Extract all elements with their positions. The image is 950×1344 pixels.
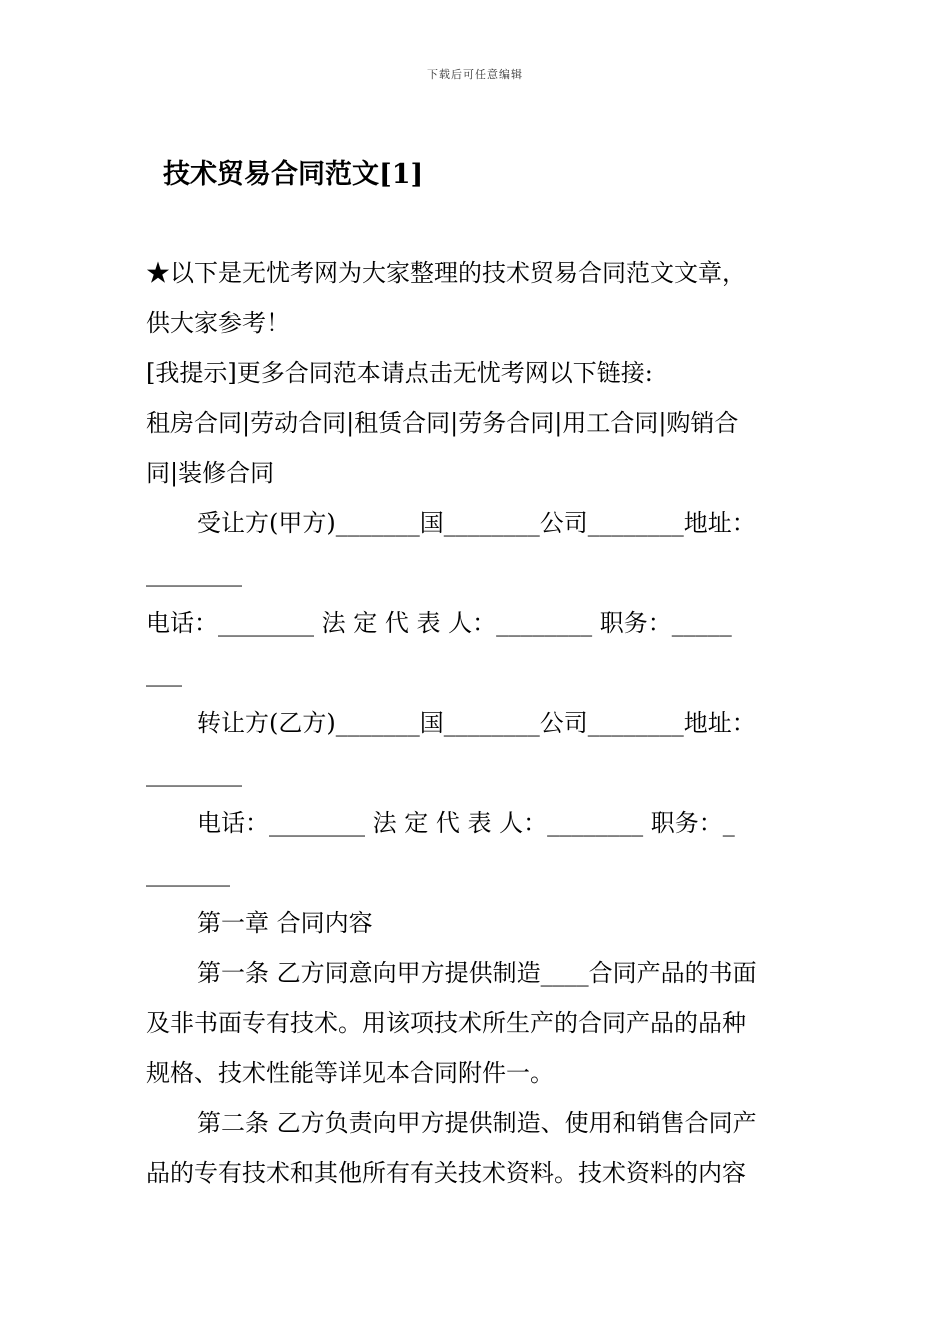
- party-a-contact-cont: ___: [146, 659, 182, 687]
- party-a-address-blank: ________: [146, 559, 242, 587]
- tip-line: [我提示]更多合同范本请点击无忧考网以下链接:: [146, 359, 653, 387]
- article-two-line-1: 第二条 乙方负责向甲方提供制造、使用和销售合同产: [197, 1109, 757, 1137]
- article-two-line-2: 品的专有技术和其他所有有关技术资料。技术资料的内容: [146, 1159, 746, 1187]
- article-one-line-1: 第一条 乙方同意向甲方提供制造____合同产品的书面: [197, 959, 757, 987]
- chapter-one-heading: 第一章 合同内容: [197, 909, 373, 937]
- party-b-contact-line: 电话：________ 法 定 代 表 人：________ 职务：_: [197, 809, 735, 837]
- article-one-line-3: 规格、技术性能等详见本合同附件一。: [146, 1059, 554, 1087]
- document-title: 技术贸易合同范文[1]: [163, 159, 424, 190]
- party-b-address-blank: ________: [146, 759, 242, 787]
- links-line-2[interactable]: 同|装修合同: [146, 459, 275, 487]
- party-b-line: 转让方(乙方)_______国________公司________地址：: [197, 709, 756, 737]
- party-a-line: 受让方(甲方)_______国________公司________地址：: [197, 509, 756, 537]
- links-line-1[interactable]: 租房合同|劳动合同|租赁合同|劳务合同|用工合同|购销合: [146, 409, 739, 437]
- intro-line-2: 供大家参考！: [146, 309, 290, 337]
- party-b-contact-cont: _______: [146, 859, 230, 887]
- intro-line-1: ★以下是无忧考网为大家整理的技术贸易合同范文文章，: [146, 259, 746, 287]
- page-header-note: 下载后可任意编辑: [427, 68, 523, 81]
- article-one-line-2: 及非书面专有技术。用该项技术所生产的合同产品的品种: [146, 1009, 746, 1037]
- party-a-contact-line: 电话：________ 法 定 代 表 人：________ 职务：_____: [146, 609, 732, 637]
